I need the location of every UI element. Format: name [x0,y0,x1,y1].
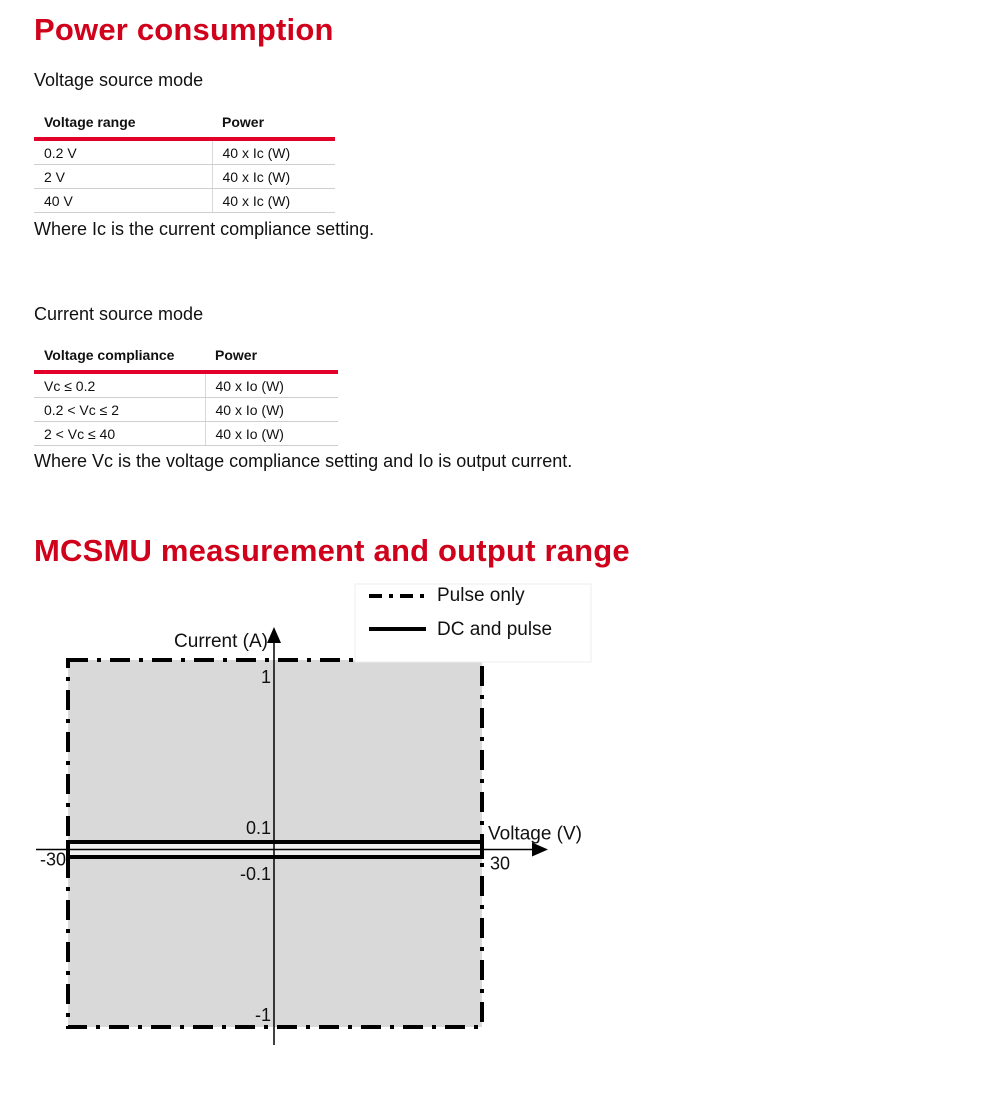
cell-power: 40 x Io (W) [205,422,338,446]
table-row [34,422,338,446]
current-source-mode-label: Current source mode [34,304,204,324]
y-axis-arrow [267,627,281,643]
x-axis-label: Voltage (V) [488,823,582,845]
table-row [34,372,338,398]
header-voltage-compliance: Voltage compliance [34,346,205,372]
x-tick-label: -30 [39,849,66,870]
cell-compliance: 0.2 < Vc ≤ 2 [34,398,205,422]
cell-power: 40 x Io (W) [205,398,338,422]
y-tick-label: 1 [260,667,271,687]
cell-power: 40 x Ic (W) [212,165,335,189]
y-tick-label: 0.1 [245,818,271,838]
table-header-row [34,346,338,372]
x-tick-label: 30 [490,853,511,874]
legend-label-pulse-only: Pulse only [437,585,525,606]
x-axis-arrow [532,843,548,857]
power-consumption-heading: Power consumption [34,12,334,47]
table-row [34,189,335,213]
header-power: Power [205,346,338,372]
y-tick-label: -1 [254,1005,271,1025]
cell-power: 40 x Ic (W) [212,139,335,165]
cell-range: 0.2 V [34,139,212,165]
table-row [34,139,335,165]
table-header-row [34,113,335,139]
cell-power: 40 x Ic (W) [212,189,335,213]
header-power: Power [212,113,335,139]
legend-label-dc-and-pulse: DC and pulse [437,619,553,640]
current-mode-note: Where Vc is the voltage compliance setting and Io is output current. [34,451,573,471]
current-source-power-table [34,346,338,446]
table-row [34,165,335,189]
table-row [34,398,338,422]
cell-compliance: 2 < Vc ≤ 40 [34,422,205,446]
voltage-mode-note: Where Ic is the current compliance setting. [34,219,375,239]
y-tick-label: -0.1 [239,864,271,884]
header-voltage-range: Voltage range [34,113,212,139]
mcsmu-range-chart [0,580,640,1060]
voltage-source-power-table [34,113,335,213]
cell-range: 40 V [34,189,212,213]
mcsmu-range-heading: MCSMU measurement and output range [34,533,630,568]
cell-compliance: Vc ≤ 0.2 [34,372,205,398]
y-axis-label: Current (A) [174,631,268,652]
cell-range: 2 V [34,165,212,189]
voltage-source-mode-label: Voltage source mode [34,70,204,90]
cell-power: 40 x Io (W) [205,372,338,398]
